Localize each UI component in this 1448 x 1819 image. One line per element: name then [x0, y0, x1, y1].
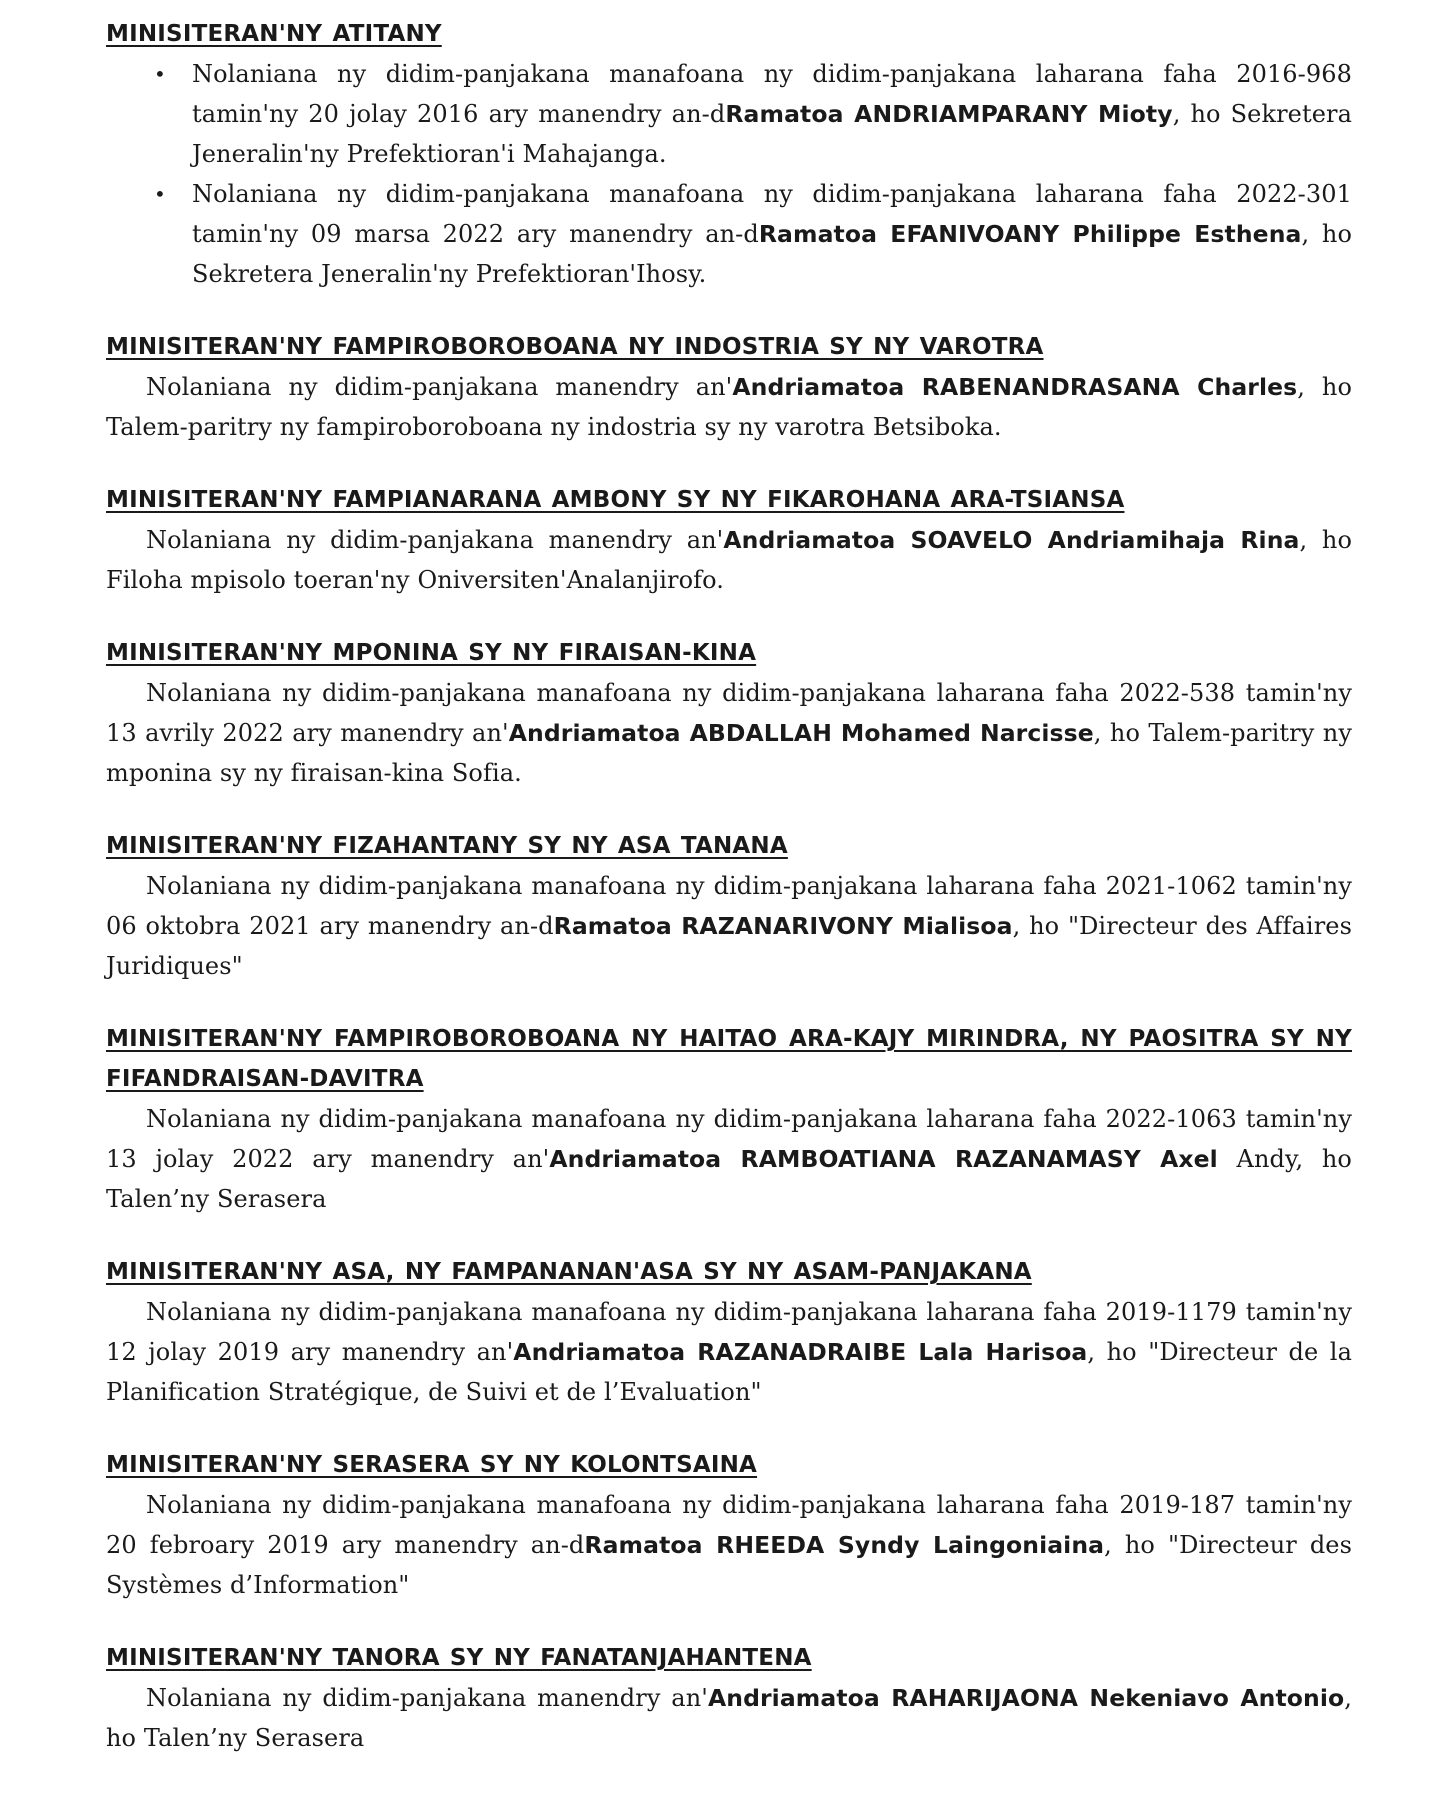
decree-text: Nolaniana ny didim-panjakana manafoana ny didim-panjakana laharana faha 2022-301 tamin'ny 09 marsa 2022 ary manendry an-d [192, 180, 1352, 248]
appointee-name: Andriamatoa RABENANDRASANA Charles [732, 373, 1298, 401]
appointee-name: Ramatoa EFANIVOANY Philippe Esthena [758, 220, 1302, 248]
appointee-role: , ho "Directeur de la Planification Stratégique, de Suivi et de l’Evaluation" [106, 1338, 1352, 1406]
section-serasera [106, 1445, 1352, 1605]
section-heading: MINISITERAN'NY FIZAHANTANY SY NY ASA TANANA [106, 833, 788, 859]
section-haitao [106, 1019, 1352, 1219]
appointee-name: Ramatoa RHEEDA Syndy Laingoniaina [584, 1531, 1105, 1559]
section-atitany [106, 14, 1352, 294]
appointee-name: Ramatoa RAZANARIVONY Mialisoa [553, 912, 1013, 940]
section-paragraph [106, 866, 1352, 986]
document-page [106, 14, 1352, 1791]
section-heading: MINISITERAN'NY ASA, NY FAMPANANAN'ASA SY NY ASAM-PANJAKANA [106, 1259, 1032, 1285]
section-heading: MINISITERAN'NY ATITANY [106, 21, 442, 47]
section-heading: MINISITERAN'NY FAMPIROBOROBOANA NY INDOSTRIA SY NY VAROTRA [106, 334, 1044, 360]
appointee-role: Andy, ho Talen’ny Serasera [106, 1145, 1352, 1213]
list-item [106, 54, 1352, 174]
section-paragraph [106, 1485, 1352, 1605]
appointee-role: , ho Talen’ny Serasera [106, 1684, 1352, 1752]
decree-text: Nolaniana ny didim-panjakana manafoana ny didim-panjakana laharana faha 2019-187 tamin'ny 20 febroary 2019 ary manendry an-d [106, 1491, 1352, 1559]
decree-text: Nolaniana ny didim-panjakana manafoana ny didim-panjakana laharana faha 2022-1063 tamin'ny 13 jolay 2022 ary manendry an' [106, 1105, 1352, 1173]
appointee-role: , ho Sekretera Jeneralin'ny Prefektioran'i Mahajanga. [192, 100, 1353, 168]
section-paragraph [106, 1099, 1352, 1219]
section-heading: MINISITERAN'NY MPONINA SY NY FIRAISAN-KINA [106, 640, 757, 666]
appointee-role: , ho Talem-paritry ny fampiroboroboana ny indostria sy ny varotra Betsiboka. [106, 373, 1352, 441]
section-paragraph [106, 367, 1352, 447]
appointee-name: Ramatoa ANDRIAMPARANY Mioty [725, 100, 1173, 128]
appointee-name: Andriamatoa ABDALLAH Mohamed Narcisse [508, 719, 1094, 747]
decree-text: Nolaniana ny didim-panjakana manendry an' [146, 526, 724, 554]
appointee-name: Andriamatoa RAMBOATIANA RAZANAMASY Axel [549, 1145, 1218, 1173]
appointee-name: Andriamatoa RAZANADRAIBE Lala Harisoa [513, 1338, 1088, 1366]
section-asa [106, 1252, 1352, 1412]
section-tanora [106, 1638, 1352, 1758]
bullet-icon: • [154, 182, 166, 206]
appointee-role: , ho "Directeur des Systèmes d’Information" [106, 1531, 1353, 1599]
section-mponina [106, 633, 1352, 793]
decree-text: Nolaniana ny didim-panjakana manendry an' [146, 1684, 708, 1712]
list-item [106, 174, 1352, 294]
decree-text: Nolaniana ny didim-panjakana manafoana ny didim-panjakana laharana faha 2019-1179 tamin'ny 12 jolay 2019 ary manendry an' [106, 1298, 1352, 1366]
section-paragraph [106, 520, 1352, 600]
appointee-role: , ho "Directeur des Affaires Juridiques" [106, 912, 1352, 980]
appointee-name: Andriamatoa RAHARIJAONA Nekeniavo Antonio [707, 1684, 1345, 1712]
section-paragraph [106, 673, 1352, 793]
section-indostria [106, 327, 1352, 447]
section-fizahantany [106, 826, 1352, 986]
section-paragraph [106, 1292, 1352, 1412]
section-heading: MINISITERAN'NY TANORA SY NY FANATANJAHANTENA [106, 1645, 812, 1671]
section-paragraph [106, 1678, 1352, 1758]
decree-text: Nolaniana ny didim-panjakana manafoana ny didim-panjakana laharana faha 2022-538 tamin'ny 13 avrily 2022 ary manendry an' [106, 679, 1352, 747]
section-heading: MINISITERAN'NY FAMPIROBOROBOANA NY HAITAO ARA-KAJY MIRINDRA, NY PAOSITRA SY NY FIFANDRAISAN-DAVITRA [106, 1026, 1352, 1092]
appointee-role: , ho Filoha mpisolo toeran'ny Oniversiten'Analanjirofo. [106, 526, 1352, 594]
decree-text: Nolaniana ny didim-panjakana manafoana ny didim-panjakana laharana faha 2016-968 tamin'ny 20 jolay 2016 ary manendry an-d [192, 60, 1352, 128]
bullet-list [106, 54, 1352, 294]
section-fampianarana [106, 480, 1352, 600]
section-heading: MINISITERAN'NY FAMPIANARANA AMBONY SY NY FIKAROHANA ARA-TSIANSA [106, 487, 1125, 513]
appointee-name: Andriamatoa SOAVELO Andriamihaja Rina [723, 526, 1300, 554]
decree-text: Nolaniana ny didim-panjakana manafoana ny didim-panjakana laharana faha 2021-1062 tamin'ny 06 oktobra 2021 ary manendry an-d [106, 872, 1352, 940]
decree-text: Nolaniana ny didim-panjakana manendry an' [146, 373, 733, 401]
appointee-role: , ho Sekretera Jeneralin'ny Prefektioran'Ihosy. [192, 220, 1352, 288]
bullet-icon: • [154, 62, 166, 86]
appointee-role: , ho Talem-paritry ny mponina sy ny firaisan-kina Sofia. [106, 719, 1352, 787]
section-heading: MINISITERAN'NY SERASERA SY NY KOLONTSAINA [106, 1452, 758, 1478]
